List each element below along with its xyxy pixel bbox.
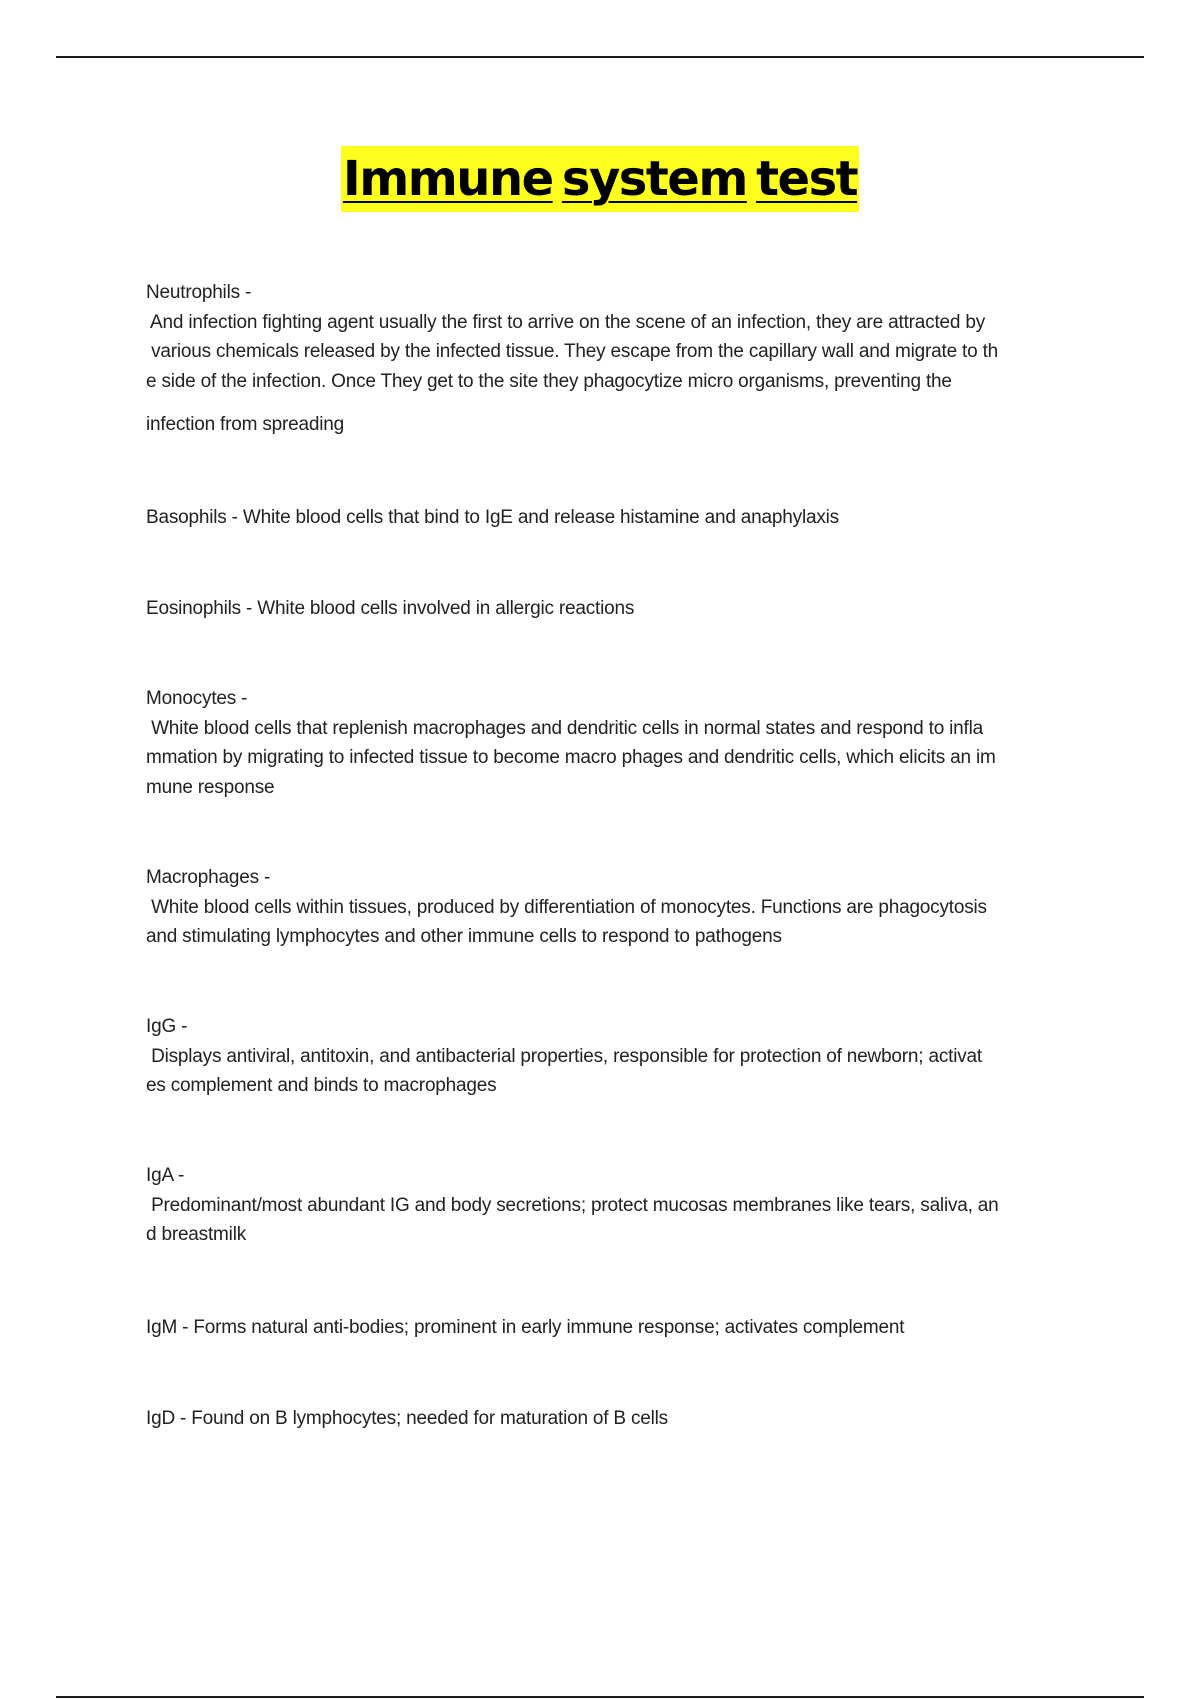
- header-rule: [56, 56, 1144, 58]
- title-container: [0, 146, 1200, 212]
- entry-igm: [146, 1313, 1096, 1343]
- entry-neutrophils: [146, 278, 1096, 440]
- entry-term: IgM - Forms natural anti-bodies; prominent in early immune response; activates complement: [146, 1317, 905, 1338]
- entry-igg: [146, 1012, 1096, 1101]
- title-word: Immune: [342, 151, 553, 207]
- entry-line: mmation by migrating to infected tissue to become macro phages and dendritic cells, which elicits an im: [146, 747, 996, 768]
- entry-line: White blood cells that replenish macrophages and dendritic cells in normal states and respond to infla: [146, 717, 983, 739]
- entry-line: White blood cells within tissues, produced by differentiation of monocytes. Functions are phagocytosis: [146, 896, 987, 918]
- entry-term: IgA -: [146, 1165, 185, 1186]
- entry-line: d breastmilk: [146, 1224, 247, 1245]
- entry-basophils: [146, 503, 1096, 533]
- entry-line: various chemicals released by the infected tissue. They escape from the capillary wall and migrate to th: [146, 341, 999, 362]
- entry-term: Macrophages -: [146, 867, 271, 888]
- entry-term: Neutrophils -: [146, 282, 252, 303]
- footer-rule: [56, 1696, 1144, 1698]
- entry-line: Displays antiviral, antitoxin, and antibacterial properties, responsible for protection of newborn; activat: [146, 1045, 982, 1067]
- entry-line: mune response: [146, 776, 275, 798]
- entry-term: IgG -: [146, 1016, 188, 1037]
- entry-igd: [146, 1404, 1096, 1434]
- title-word: system: [561, 151, 747, 207]
- entry-term: Basophils - White blood cells that bind to IgE and release histamine and anaphylaxis: [146, 507, 839, 528]
- entry-line: Predominant/most abundant IG and body secretions; protect mucosas membranes like tears, saliva, an: [146, 1194, 999, 1216]
- entry-monocytes: [146, 684, 1096, 802]
- entry-eosinophils: [146, 594, 1096, 624]
- entry-line: e side of the infection. Once They get to the site they phagocytize micro organisms, preventing the: [146, 370, 952, 392]
- entry-term: Eosinophils - White blood cells involved in allergic reactions: [146, 598, 635, 619]
- entry-line: and stimulating lymphocytes and other immune cells to respond to pathogens: [146, 926, 782, 947]
- entry-macrophages: [146, 863, 1096, 952]
- entry-term: IgD - Found on B lymphocytes; needed for maturation of B cells: [146, 1408, 668, 1429]
- entry-iga: [146, 1161, 1096, 1250]
- entry-line: And infection fighting agent usually the first to arrive on the scene of an infection, they are attracted by: [146, 311, 985, 333]
- entry-line: es complement and binds to macrophages: [146, 1075, 497, 1096]
- entry-term: Monocytes -: [146, 688, 248, 709]
- title-word: test: [756, 151, 858, 207]
- page-title: [341, 146, 859, 212]
- entry-line: infection from spreading: [146, 414, 344, 435]
